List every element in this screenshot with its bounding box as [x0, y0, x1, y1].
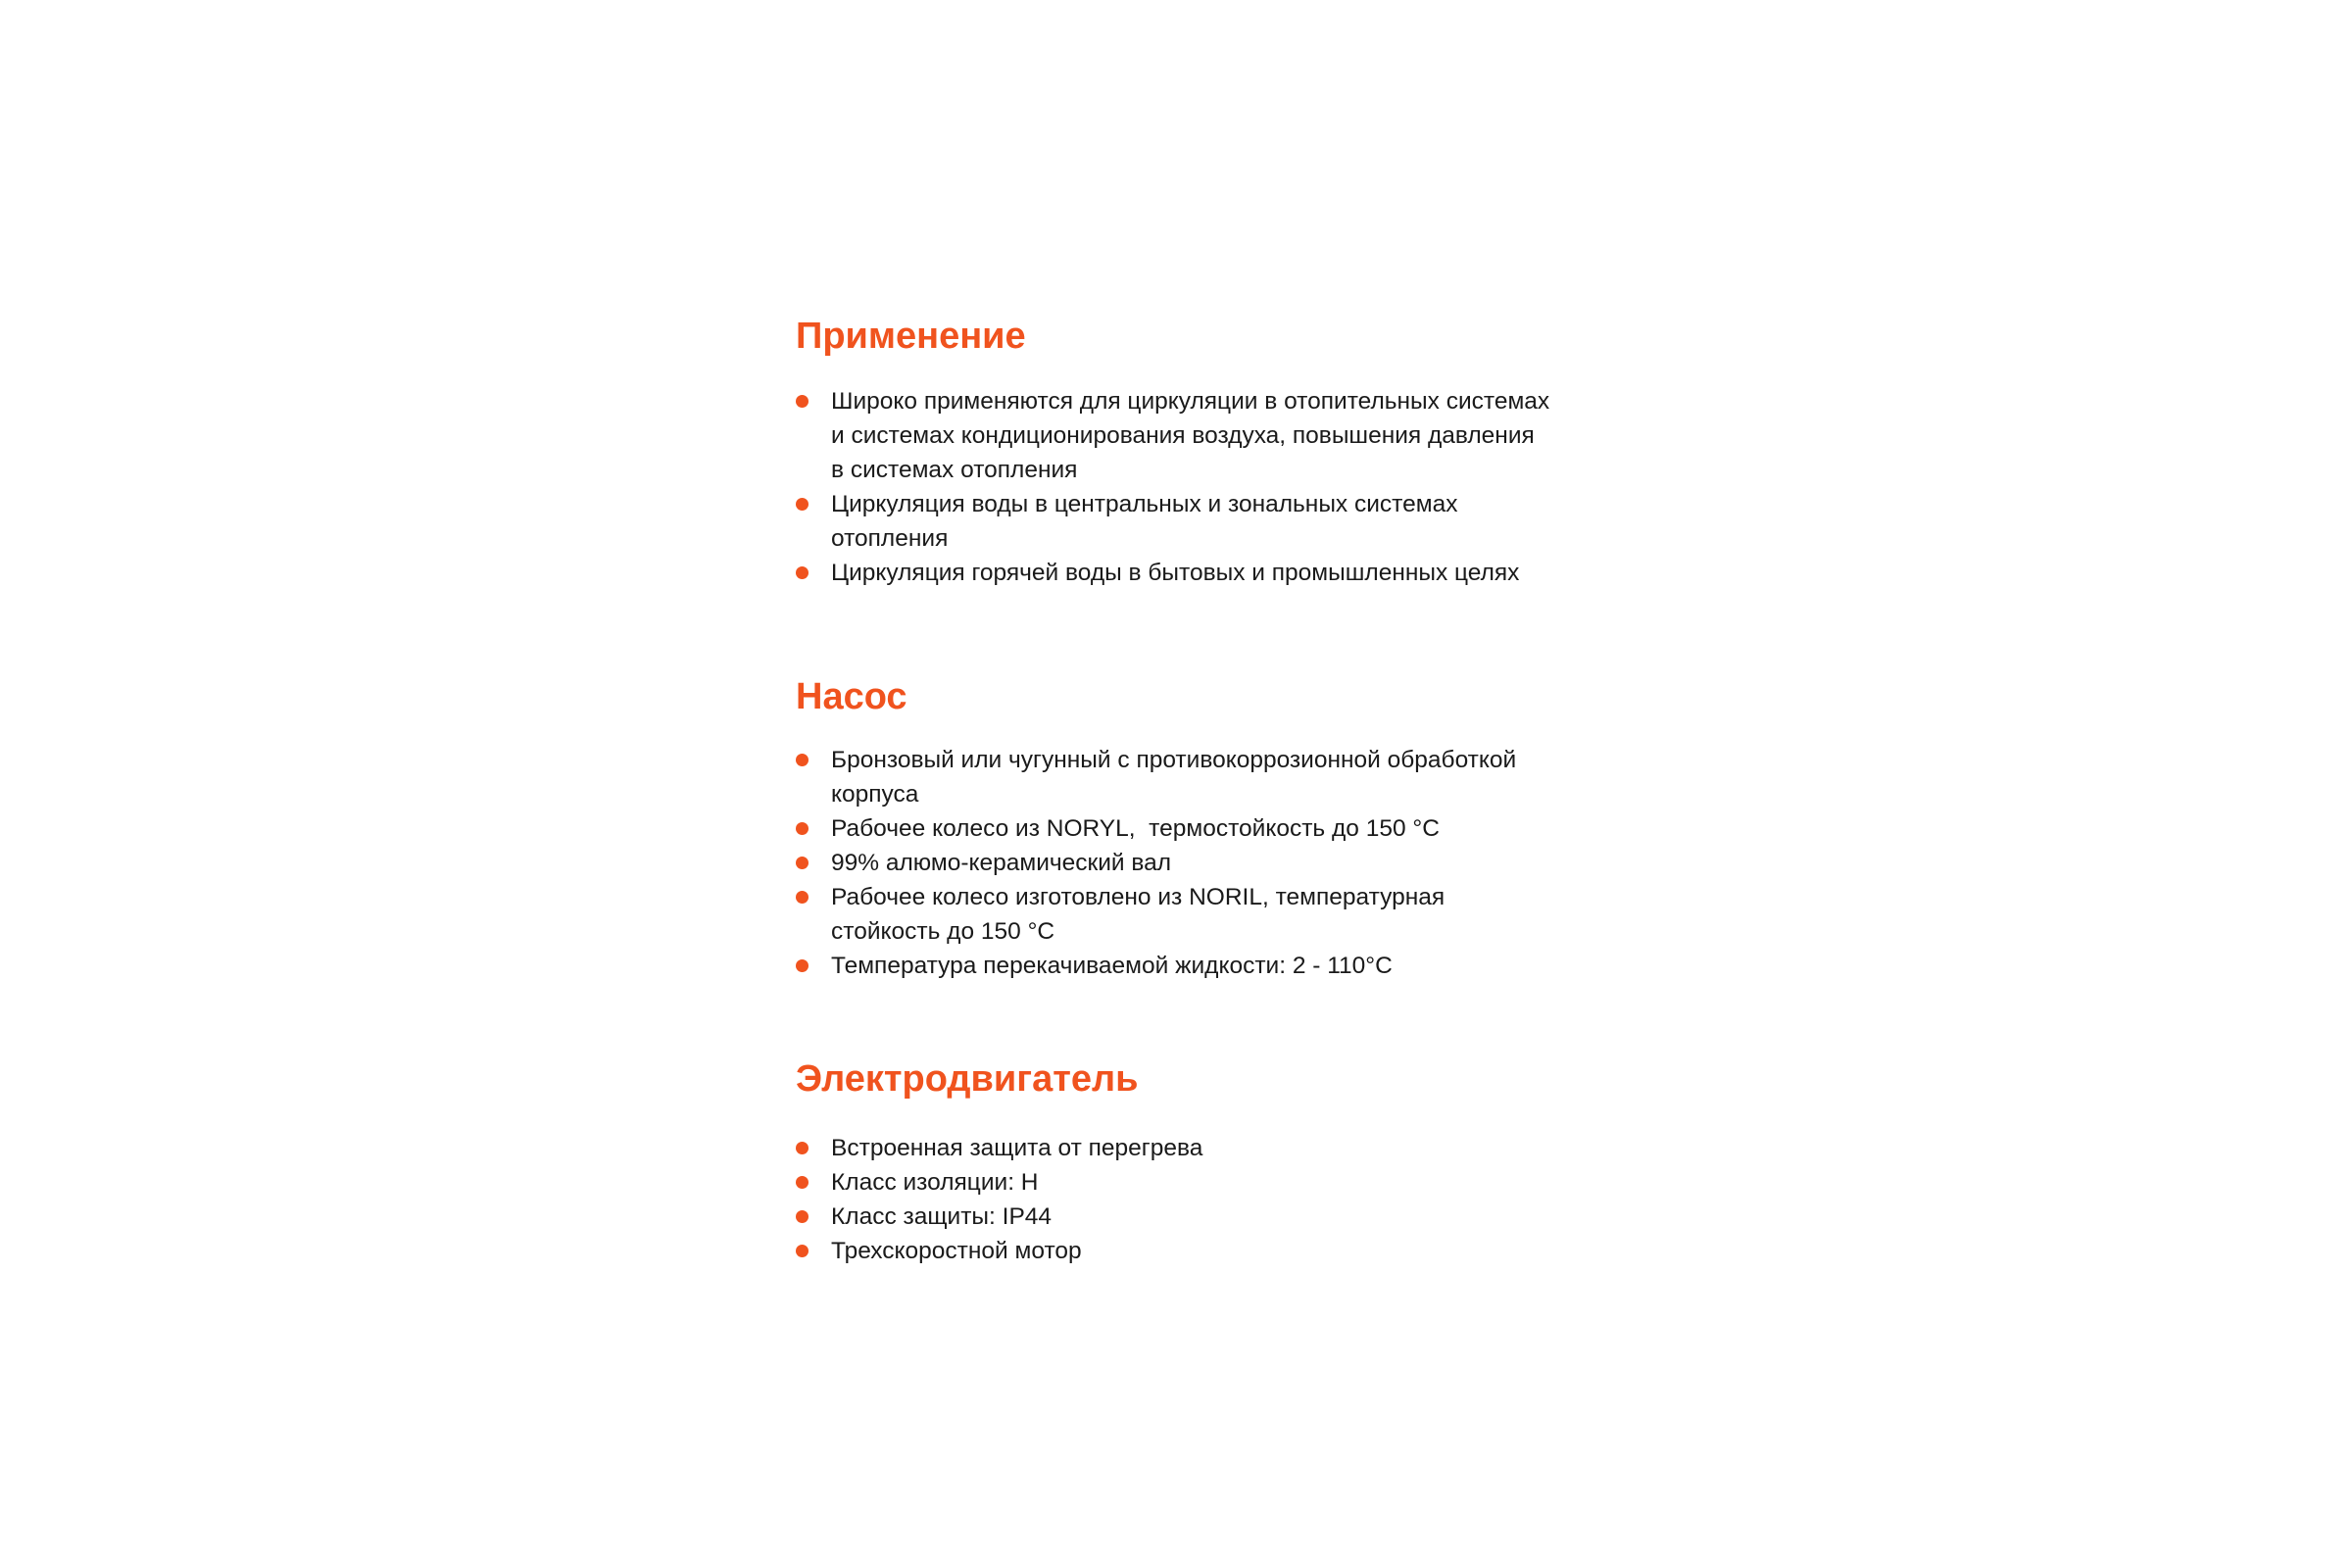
bullet-dot-icon: [796, 857, 808, 869]
bullet-list-pump: [796, 743, 1516, 983]
bullet-dot-icon: [796, 1245, 808, 1257]
list-item: [796, 556, 1549, 590]
list-item: [796, 1131, 1202, 1165]
section-title-motor: Электродвигатель: [796, 1058, 1139, 1100]
bullet-dot-icon: [796, 959, 808, 972]
bullet-dot-icon: [796, 1210, 808, 1223]
list-item: [796, 1165, 1202, 1200]
bullet-list-application: [796, 384, 1549, 590]
bullet-dot-icon: [796, 1176, 808, 1189]
section-application: [796, 312, 1549, 590]
bullet-dot-icon: [796, 1142, 808, 1154]
section-title-application: Применение: [796, 316, 1026, 357]
list-item: [796, 1234, 1202, 1268]
bullet-list-motor: [796, 1131, 1202, 1268]
bullet-dot-icon: [796, 822, 808, 835]
list-item-text: Рабочее колесо из NORYL, термостойкость до 150 °С: [831, 815, 1440, 842]
list-item: [796, 743, 1516, 811]
list-item: [796, 1200, 1202, 1234]
list-item-text: Широко применяются для циркуляции в отопительных системах и системах кондиционирования воздуха, повышения давления в системах отопления: [831, 388, 1550, 483]
list-item-text: Циркуляция горячей воды в бытовых и промышленных целях: [831, 560, 1520, 586]
list-item-text: Бронзовый или чугунный с противокоррозионной обработкой корпуса: [831, 747, 1517, 808]
bullet-dot-icon: [796, 891, 808, 904]
list-item-text: Циркуляция воды в центральных и зональных системах отопления: [831, 491, 1458, 552]
list-item: [796, 384, 1549, 487]
list-item: [796, 880, 1516, 949]
list-item-text: Класс защиты: IP44: [831, 1203, 1053, 1230]
bullet-dot-icon: [796, 754, 808, 766]
section-pump: [796, 672, 1516, 983]
list-item: [796, 811, 1516, 846]
section-motor: [796, 1054, 1202, 1268]
list-item: [796, 487, 1549, 556]
list-item-text: Трехскоростной мотор: [831, 1238, 1082, 1264]
list-item-text: Встроенная защита от перегрева: [831, 1135, 1203, 1161]
bullet-dot-icon: [796, 498, 808, 511]
bullet-dot-icon: [796, 395, 808, 408]
list-item-text: 99% алюмо-керамический вал: [831, 850, 1172, 876]
list-item: [796, 846, 1516, 880]
section-title-pump: Насос: [796, 676, 907, 717]
list-item-text: Рабочее колесо изготовлено из NORIL, температурная стойкость до 150 °С: [831, 884, 1446, 945]
bullet-dot-icon: [796, 566, 808, 579]
list-item-text: Температура перекачиваемой жидкости: 2 - 110°С: [831, 953, 1393, 979]
list-item-text: Класс изоляции: Н: [831, 1169, 1039, 1196]
list-item: [796, 949, 1516, 983]
